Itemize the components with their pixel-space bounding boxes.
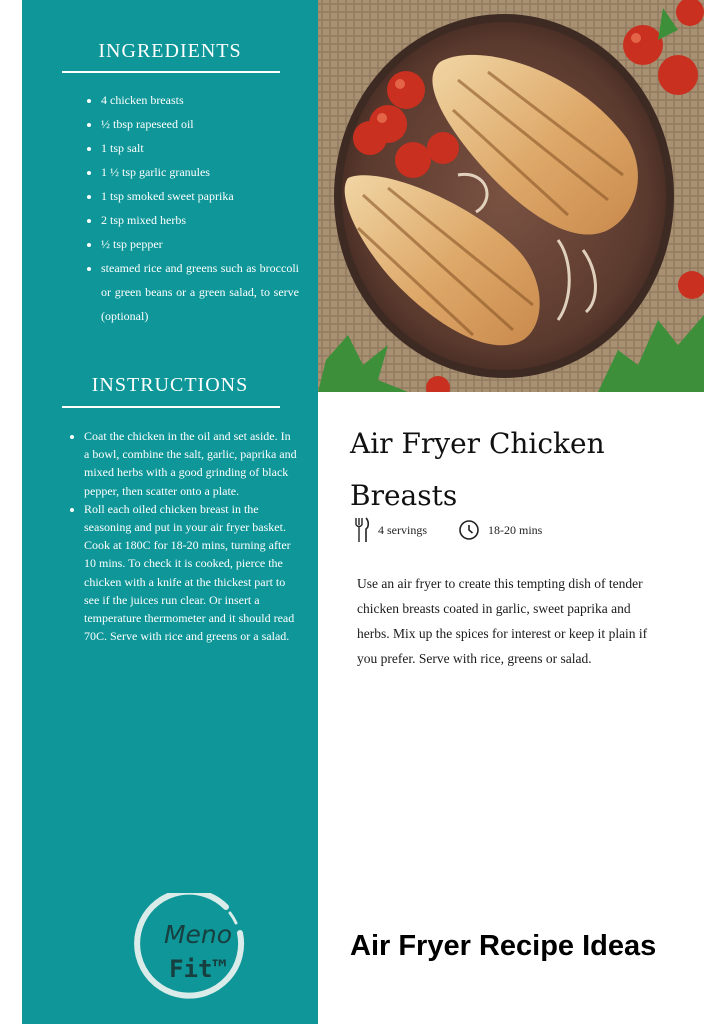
ingredient-item: • 2 tsp mixed herbs bbox=[101, 208, 299, 232]
footer-title: Air Fryer Recipe Ideas bbox=[350, 930, 657, 962]
servings-info bbox=[354, 517, 427, 543]
ingredient-item: • 4 chicken breasts bbox=[101, 88, 299, 112]
ingredient-item: • ½ tsp pepper bbox=[101, 232, 299, 256]
chicken-photo bbox=[318, 0, 704, 392]
ingredient-item: • steamed rice and greens such as broccoli or green beans or a green salad, to serve (optional) bbox=[101, 256, 299, 328]
logo-text-meno: Meno bbox=[163, 920, 233, 949]
logo-text-fit: Fit™ bbox=[169, 955, 227, 983]
ingredients-heading: INGREDIENTS bbox=[98, 40, 242, 62]
ingredient-item: • 1 ½ tsp garlic granules bbox=[101, 160, 299, 184]
servings-text: 4 servings bbox=[378, 522, 427, 537]
ingredient-item: • 1 tsp smoked sweet paprika bbox=[101, 184, 299, 208]
clock-icon bbox=[458, 519, 480, 541]
sidebar bbox=[22, 0, 318, 1024]
instruction-step: • Roll each oiled chicken breast in the seasoning and put in your air fryer basket. Cook at 180C for 18-20 mins, turning after 10 mins. To check it is cooked, pierce the chicken with a knife at the thickest part to see if the juices run clear. Or insert a temperature thermometer and it should read 70C. Serve with rice and greens or a salad. bbox=[84, 500, 298, 646]
recipe-title: Air Fryer Chicken Breasts bbox=[350, 427, 605, 512]
menofit-logo bbox=[134, 893, 260, 1003]
ingredients-list bbox=[82, 88, 299, 328]
instructions-list bbox=[65, 427, 298, 645]
time-info bbox=[458, 517, 542, 543]
ingredient-item: • ½ tbsp rapeseed oil bbox=[101, 112, 299, 136]
ingredients-divider bbox=[62, 71, 280, 73]
instruction-step: • Coat the chicken in the oil and set aside. In a bowl, combine the salt, garlic, paprika and mixed herbs with a good grinding of black pepper, then scatter onto a plate. bbox=[84, 427, 298, 500]
fork-knife-icon bbox=[354, 517, 370, 543]
recipe-description: Use an air fryer to create this tempting dish of tender chicken breasts coated in garlic, sweet paprika and herbs. Mix up the spices for interest or keep it plain if you prefer. Serve with rice, greens or salad. bbox=[357, 576, 648, 666]
ingredient-item: • 1 tsp salt bbox=[101, 136, 299, 160]
time-text: 18-20 mins bbox=[488, 522, 543, 537]
instructions-heading: INSTRUCTIONS bbox=[91, 374, 249, 396]
instructions-divider bbox=[62, 406, 280, 408]
